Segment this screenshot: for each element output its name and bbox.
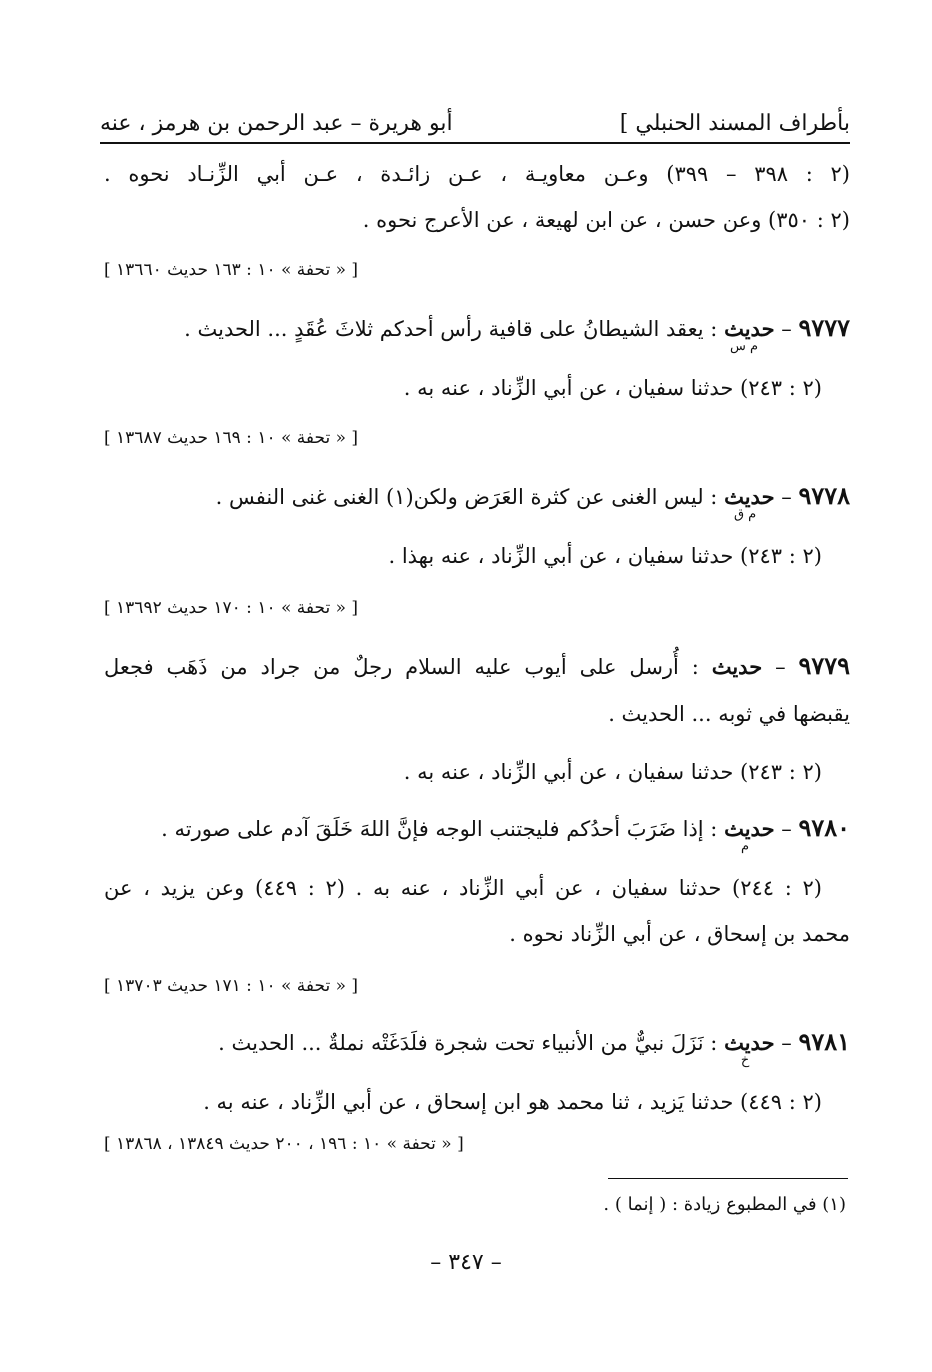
chain-line: (٢ : ٣٩٨ – ٣٩٩) وعـن معاويـة ، عـن زائـدة ، عـن أبي الزِّنـاد نحوه . <box>104 162 850 186</box>
chain-line: محمد بن إسحاق ، عن أبي الزِّناد نحوه . <box>509 922 850 946</box>
collection-sigla: م س <box>730 339 759 354</box>
hadith-matn: : ليس الغنى عن كثرة العَرَض ولكن(١) الغنى غنى النفس . <box>215 485 718 509</box>
chain-line: (٢ : ٢٤٣) حدثنا سفيان ، عن أبي الزِّناد ، عنه به . <box>403 760 822 784</box>
hadith-keyword: حديث <box>724 1030 775 1055</box>
matn-continuation: يقبضها في ثوبه ... الحديث . <box>608 702 850 726</box>
book-title: بأطراف المسند الحنبلي ] <box>619 111 850 136</box>
hadith-number: ٩٧٧٧ <box>798 313 850 342</box>
hadith-keyword: حديث <box>711 654 763 679</box>
chain-line: (٢ : ٢٤٤) حدثنا سفيان ، عن أبي الزِّناد ، عنه به . (٢ : ٤٤٩) وعن يزيد ، عن <box>104 876 822 900</box>
tuhfa-reference: [ « تحفة » ١٠ : ١٧١ حديث ١٣٧٠٣ ] <box>104 976 359 996</box>
hadith-matn: : إذا ضَرَبَ أحدُكم فليجتنب الوجه فإنَّ اللهَ خَلَقَ آدم على صورته . <box>161 817 718 841</box>
hadith-keyword: حديث <box>724 316 775 341</box>
hadith-dash: – <box>781 317 792 341</box>
hadith-number: ٩٧٨٠ <box>798 813 850 842</box>
chain-line: (٢ : ٤٤٩) حدثنا يَزيد ، ثنا محمد هو ابن إسحاق ، عن أبي الزِّناد ، عنه به . <box>203 1090 822 1114</box>
footnote: (١) في المطبوع زيادة : ( إنما ) . <box>603 1194 846 1215</box>
hadith-keyword: حديث <box>724 484 775 509</box>
narrator-chain: أبو هريرة – عبد الرحمن بن هرمز ، عنه <box>100 111 453 136</box>
hadith-matn: : يعقد الشيطانُ على قافية رأس أحدكم ثلاثَ عُقَدٍ ... الحديث . <box>184 317 718 341</box>
collection-sigla: خ <box>740 1053 750 1068</box>
page-number: – ٣٤٧ – <box>430 1250 502 1275</box>
chain-line: (٢ : ٣٥٠) وعن حسن ، عن ابن لهيعة ، عن الأعرج نحوه . <box>362 208 850 232</box>
running-header <box>100 92 850 144</box>
collection-sigla: م ق <box>733 507 757 522</box>
tuhfa-reference: [ « تحفة » ١٠ : ١٩٦ ، ٢٠٠ حديث ١٣٨٤٩ ، ١٣٨٦٨ ] <box>104 1134 464 1154</box>
hadith-entry <box>184 312 850 363</box>
hadith-entry <box>161 812 850 863</box>
tuhfa-reference: [ « تحفة » ١٠ : ١٧٠ حديث ١٣٦٩٢ ] <box>104 598 359 618</box>
hadith-dash: – <box>775 655 786 679</box>
hadith-dash: – <box>781 817 792 841</box>
chain-line: (٢ : ٢٤٣) حدثنا سفيان ، عن أبي الزِّناد ، عنه بهذا . <box>388 544 822 568</box>
hadith-number: ٩٧٧٨ <box>798 481 850 510</box>
hadith-dash: – <box>781 485 792 509</box>
hadith-keyword: حديث <box>724 816 775 841</box>
collection-sigla: م <box>741 839 750 854</box>
hadith-entry <box>218 1026 850 1077</box>
hadith-matn: : أُرسل على أيوب عليه السلام رجلٌ من جراد من ذَهَب فجعل <box>104 655 699 679</box>
hadith-matn: : نَزَلَ نبيٌّ من الأنبياء تحت شجرة فلَدَغَتْه نملةٌ ... الحديث . <box>218 1031 718 1055</box>
hadith-entry <box>104 650 850 683</box>
tuhfa-reference: [ « تحفة » ١٠ : ١٦٣ حديث ١٣٦٦٠ ] <box>104 260 359 280</box>
hadith-number: ٩٧٨١ <box>798 1027 850 1056</box>
tuhfa-reference: [ « تحفة » ١٠ : ١٦٩ حديث ١٣٦٨٧ ] <box>104 428 359 448</box>
hadith-number: ٩٧٧٩ <box>798 651 850 680</box>
hadith-dash: – <box>781 1031 792 1055</box>
hadith-entry <box>216 480 850 531</box>
footnote-divider <box>608 1178 848 1179</box>
chain-line: (٢ : ٢٤٣) حدثنا سفيان ، عن أبي الزِّناد ، عنه به . <box>403 376 822 400</box>
